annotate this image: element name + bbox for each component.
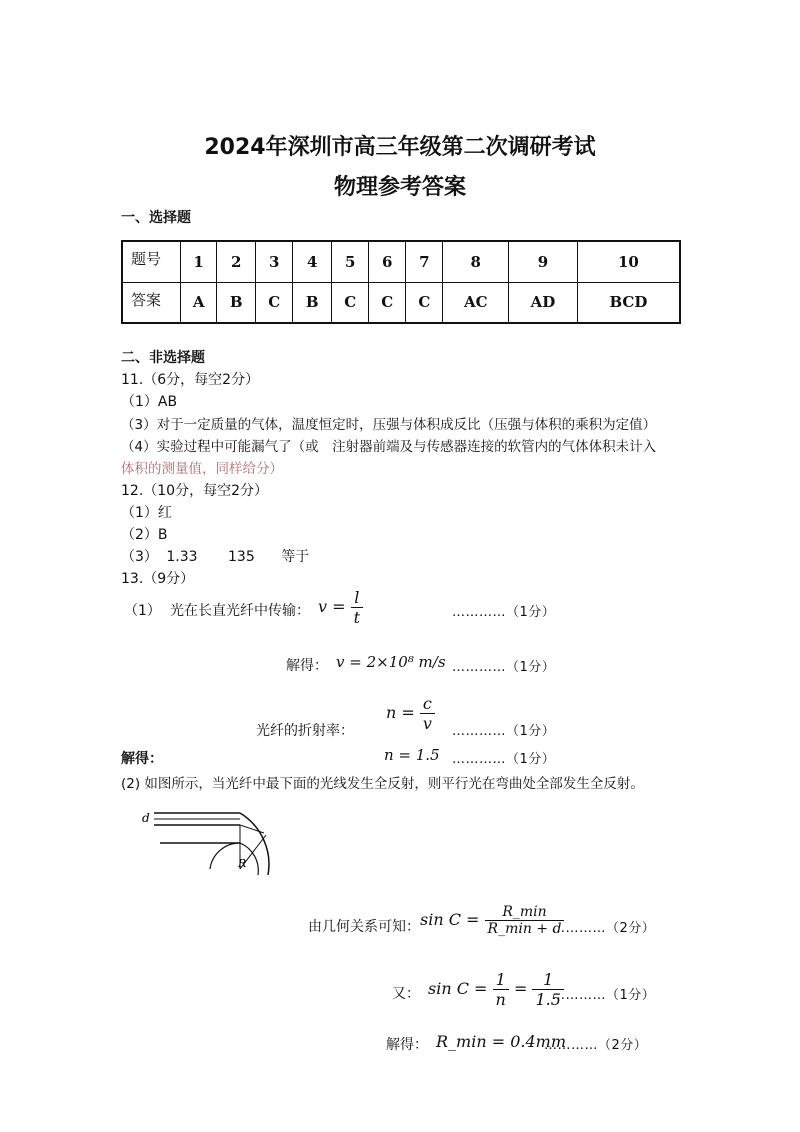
q12-answer-3-label: （3）: [121, 549, 158, 565]
q12-value-3: 等于: [281, 549, 310, 565]
table-cell: AD: [509, 282, 578, 323]
formula-lhs: sin C =: [428, 979, 488, 998]
q11-heading: 11.（6分，每空2分）: [121, 372, 260, 388]
table-cell: 2: [217, 241, 256, 282]
solve-label-2: 解得：: [121, 751, 163, 767]
page-title: 2024年深圳市高三年级第二次调研考试: [204, 135, 596, 160]
sinC-index-formula: sin C = $\frac{1}{n}$ = $\frac{1}{1.5}$: [428, 970, 564, 1009]
page-subtitle: 物理参考答案: [333, 175, 466, 200]
geometry-label: 由几何关系可知：: [308, 919, 420, 935]
table-cell: B: [217, 282, 256, 323]
figure-label-r: R: [238, 857, 247, 870]
fraction-numerator: c: [420, 694, 435, 714]
fraction-denominator: 1.5: [535, 990, 561, 1009]
fraction: [351, 588, 363, 627]
table-cell: 9: [509, 241, 578, 282]
table-cell: 10: [577, 241, 680, 282]
fraction-denominator: v: [422, 714, 432, 733]
table-cell: C: [332, 282, 369, 323]
table-row-numbers: [122, 241, 680, 282]
q12-answer-1: （1）红: [121, 505, 172, 521]
q11-answer-3: （3）对于一定质量的气体，温度恒定时，压强与体积成反比（压强与体积的乘积为定值）: [121, 417, 657, 433]
fraction-denominator: t: [353, 608, 361, 627]
score-mark: …………（1分）: [452, 752, 556, 767]
q12-heading: 12.（10分，每空2分）: [121, 483, 268, 499]
fraction: [420, 694, 435, 733]
score-mark: …………（1分）: [452, 605, 556, 620]
q11-answer-4: （4）实验过程中可能漏气了（或 注射器前端及与传感器连接的软管内的气体体积未计入: [121, 439, 657, 455]
table-cell: 4: [293, 241, 332, 282]
fraction-numerator: R_min: [485, 904, 565, 921]
q13-part1-text: 光在长直光纤中传输：: [170, 603, 310, 619]
fraction-denominator: R_min + d: [487, 921, 562, 937]
table-cell: B: [293, 282, 332, 323]
table-cell: 3: [256, 241, 293, 282]
q12-value-1: 1.33: [166, 549, 198, 565]
table-cell: 7: [406, 241, 443, 282]
final-solve-label: 解得：: [386, 1037, 428, 1053]
final-result: R_min = 0.4mm: [436, 1032, 567, 1051]
q13-heading: 13.（9分）: [121, 571, 195, 587]
sinC-formula: [420, 904, 564, 937]
row-header-answer: 答案: [122, 282, 181, 323]
figure-label-d: d: [142, 811, 150, 825]
velocity-formula: [318, 588, 363, 627]
index-result: n = 1.5: [384, 746, 440, 764]
score-mark: …………（1分）: [552, 988, 656, 1003]
velocity-result: v = 2×10⁸ m/s: [336, 653, 446, 671]
table-cell: C: [369, 282, 406, 323]
fraction-numerator: l: [351, 588, 363, 608]
score-mark: …………（2分）: [544, 1038, 648, 1053]
score-mark: …………（1分）: [452, 724, 556, 739]
table-cell: AC: [443, 282, 509, 323]
score-mark: …………（1分）: [452, 660, 556, 675]
formula-lhs: v =: [318, 597, 346, 616]
q11-answer-4-cont: 体积的测量值，同样给分）: [121, 461, 283, 477]
index-label: 光纤的折射率：: [256, 723, 354, 739]
section-choice-heading: 一、选择题: [121, 210, 191, 226]
also-label: 又：: [392, 986, 420, 1002]
row-header-number: 题号: [122, 241, 181, 282]
table-cell: 5: [332, 241, 369, 282]
table-cell: C: [256, 282, 293, 323]
answer-table: [121, 240, 681, 324]
score-mark: …………（2分）: [552, 921, 656, 936]
q13-part1-label: （1）: [124, 603, 161, 619]
q12-answer-2: （2）B: [121, 527, 168, 543]
formula-lhs: sin C =: [420, 910, 480, 929]
q12-answer-3: [121, 546, 309, 566]
index-formula: [386, 694, 435, 733]
table-cell: 1: [181, 241, 217, 282]
table-cell: BCD: [577, 282, 680, 323]
solve-label: 解得：: [286, 658, 328, 674]
section-nonchoice-heading: 二、非选择题: [121, 350, 205, 366]
table-cell: 8: [443, 241, 509, 282]
table-cell: A: [181, 282, 217, 323]
table-row-answers: [122, 282, 680, 323]
q13-part2-text: (2) 如图所示，当光纤中最下面的光线发生全反射，则平行光在弯曲处全部发生全反射。: [121, 776, 644, 792]
formula-lhs: n =: [386, 703, 415, 722]
fiber-bend-figure: [140, 805, 280, 885]
fraction-numerator: 1: [532, 970, 563, 990]
fraction: [493, 970, 509, 1009]
table-cell: 6: [369, 241, 406, 282]
fraction-numerator: 1: [493, 970, 509, 990]
q11-answer-1: （1）AB: [121, 394, 178, 410]
table-cell: C: [406, 282, 443, 323]
fraction-denominator: n: [495, 990, 506, 1009]
q12-value-2: 135: [228, 549, 255, 565]
